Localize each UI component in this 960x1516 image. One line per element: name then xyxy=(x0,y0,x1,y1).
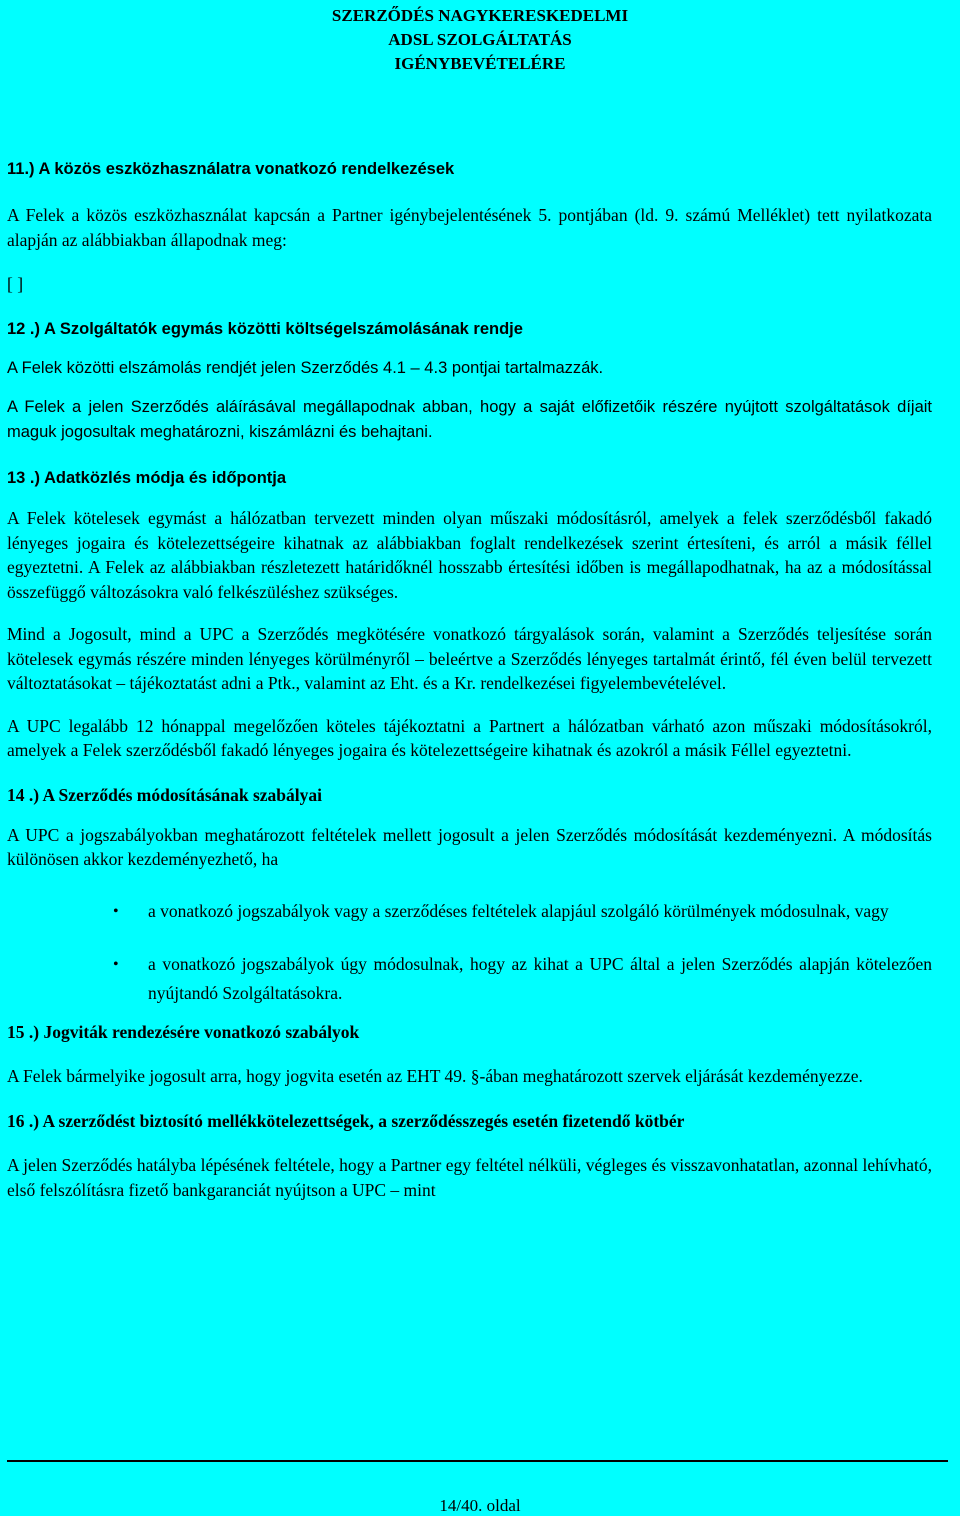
header-title-line3: IGÉNYBEVÉTELÉRE xyxy=(394,54,566,73)
section-11-heading: 11.) A közös eszközhasználatra vonatkozó rendelkezések xyxy=(7,160,455,178)
section-11-paragraph-2: [ ] xyxy=(7,274,24,294)
section-12-paragraph-1: A Felek közötti elszámolás rendjét jelen Szerződés 4.1 – 4.3 pontjai tartalmazzák. xyxy=(7,358,604,377)
bullet-icon: • xyxy=(113,902,119,920)
section-12-heading: 12 .) A Szolgáltatók egymás közötti költségelszámolásának rendje xyxy=(7,319,523,338)
page-number: 14/40. oldal xyxy=(439,1496,521,1515)
section-16-paragraph-1: A jelen Szerződés hatályba lépésének feltétele, hogy a Partner egy feltétel nélküli, végleges és visszavonhatatlan, azonnal lehívható, első felszólításra fizető bankgaranciát nyújtson a UPC – mint xyxy=(7,1155,932,1200)
section-13-paragraph-3: A UPC legalább 12 hónappal megelőzően köteles tájékoztatni a Partnert a hálózatban várható azon műszaki módosításokról, amelyek a Felek szerződésből fakadó lényeges jogaira és kötelezettségeire kihatnak és azokról a másik Féllel egyeztetni. xyxy=(7,715,932,760)
footer-divider xyxy=(7,1460,948,1462)
section-14-paragraph-1: A UPC a jogszabályokban meghatározott feltételek mellett jogosult a jelen Szerződés módosítását kezdeményezni. A módosítás különösen akkor kezdeményezhető, ha xyxy=(7,824,932,869)
section-16-heading: 16 .) A szerződést biztosító mellékkötelezettségek, a szerződésszegés esetén fizetendő kötbér xyxy=(7,1111,685,1131)
section-14-bullet-item xyxy=(7,950,932,1008)
section-15-heading: 15 .) Jogviták rendezésére vonatkozó szabályok xyxy=(7,1021,360,1042)
bullet-icon: • xyxy=(113,955,119,973)
section-14-heading: 14 .) A Szerződés módosításának szabályai xyxy=(7,784,323,805)
section-13-paragraph-1: A Felek kötelesek egymást a hálózatban tervezett minden olyan műszaki módosításról, amelyek a felek szerződésből fakadó lényeges jogaira és kötelezettségeire kihatnak az alábbiakban foglalt rendelkezések szerint értesíteni, és arról a másik féllel egyeztetni. A Felek az alábbiakban részletezett határidőknél hosszabb értesítési időben is megállapodhatnak, ha az a módosítással összefüggő változásokra való felkészüléshez szükséges. xyxy=(7,508,932,602)
header-title-line1: SZERZŐDÉS NAGYKERESKEDELMI xyxy=(331,6,629,25)
document-header xyxy=(0,4,960,76)
section-14-bullet-item xyxy=(7,897,932,926)
section-11-paragraph-1: A Felek a közös eszközhasználat kapcsán a Partner igénybejelentésének 5. pontjában (ld. 9. számú Melléklet) tett nyilatkozata alapján az alábbiakban állapodnak meg: xyxy=(7,205,932,250)
section-12-paragraph-2: A Felek a jelen Szerződés aláírásával megállapodnak abban, hogy a saját előfizetőik részére nyújtott szolgáltatások díjait maguk jogosultak meghatározni, kiszámlázni és behajtani. xyxy=(7,398,932,441)
section-13-heading: 13 .) Adatközlés módja és időpontja xyxy=(7,469,287,487)
bullet-text: a vonatkozó jogszabályok vagy a szerződéses feltételek alapjául szolgáló körülmények módosulnak, vagy xyxy=(148,900,889,921)
section-13-paragraph-2: Mind a Jogosult, mind a UPC a Szerződés megkötésére vonatkozó tárgyalások során, valamint a Szerződés teljesítése során kötelesek egymás részére minden lényeges körülményről – beleértve a Szerződés lényeges tartalmát érintő, fél éven belül tervezett változtatásokat – tájékoztatást adni a Ptk., valamint az Eht. és a Kr. rendelkezései figyelembevételével. xyxy=(7,624,932,693)
document-body xyxy=(7,157,932,1202)
section-15-paragraph-1: A Felek bármelyike jogosult arra, hogy jogvita esetén az EHT 49. §-ában meghatározott szervek eljárását kezdeményezze. xyxy=(7,1065,863,1086)
header-title-line2: ADSL SZOLGÁLTATÁS xyxy=(388,30,572,49)
bullet-text: a vonatkozó jogszabályok úgy módosulnak, hogy az kihat a UPC által a jelen Szerződés alapján kötelezően nyújtandó Szolgáltatásokra. xyxy=(148,953,932,1003)
